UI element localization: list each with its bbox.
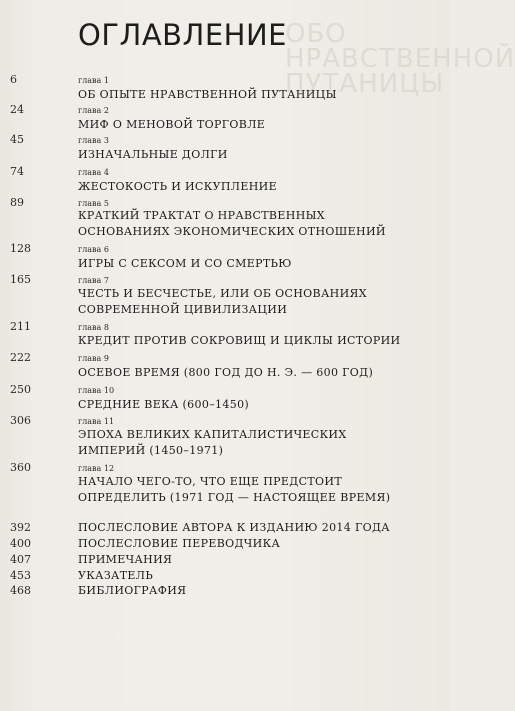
page-title: ОГЛАВЛЕНИЕ [78, 18, 288, 52]
toc-page-number: 89 [10, 196, 24, 209]
toc-page-number: 468 [10, 584, 31, 597]
toc-section-title: УКАЗАТЕЛЬ [78, 569, 154, 582]
toc-page-number: 165 [10, 273, 31, 286]
toc-chapter-label: глава 12 [78, 464, 115, 473]
toc-section-title: ПРИМЕЧАНИЯ [78, 553, 173, 566]
toc-chapter-label: глава 1 [78, 76, 109, 85]
toc-page-number: 306 [10, 414, 31, 427]
toc-page-number: 24 [10, 103, 24, 116]
toc-chapter-title: ОСЕВОЕ ВРЕМЯ (800 ГОД ДО Н. Э. — 600 ГОД) [78, 366, 374, 379]
toc-chapter-title: ЖЕСТОКОСТЬ И ИСКУПЛЕНИЕ [78, 180, 277, 193]
toc-page-number: 360 [10, 461, 31, 474]
toc-chapter-label: глава 9 [78, 354, 109, 363]
toc-chapter-label: глава 10 [78, 386, 115, 395]
toc-chapter-title: ОБ ОПЫТЕ НРАВСТВЕННОЙ ПУТАНИЦЫ [78, 88, 337, 101]
toc-section-title: ПОСЛЕСЛОВИЕ АВТОРА К ИЗДАНИЮ 2014 ГОДА [78, 521, 390, 534]
toc-chapter-title: СРЕДНИЕ ВЕКА (600–1450) [78, 398, 250, 411]
toc-page-number: 45 [10, 133, 24, 146]
toc-page-number: 400 [10, 537, 31, 550]
toc-chapter-label: глава 3 [78, 136, 109, 145]
toc-page-number: 6 [10, 73, 17, 86]
toc-chapter-title: КРАТКИЙ ТРАКТАТ О НРАВСТВЕННЫХ ОСНОВАНИЯХ ЭКОНОМИЧЕСКИХ ОТНОШЕНИЙ [78, 209, 386, 238]
toc-section-title: ПОСЛЕСЛОВИЕ ПЕРЕВОДЧИКА [78, 537, 281, 550]
toc-chapter-title: ИЗНАЧАЛЬНЫЕ ДОЛГИ [78, 148, 228, 161]
toc-chapter-title: МИФ О МЕНОВОЙ ТОРГОВЛЕ [78, 118, 266, 131]
toc-chapter-title: НАЧАЛО ЧЕГО-ТО, ЧТО ЕЩЕ ПРЕДСТОИТ ОПРЕДЕЛИТЬ (1971 ГОД — НАСТОЯЩЕЕ ВРЕМЯ) [78, 475, 391, 504]
toc-chapter-label: глава 2 [78, 106, 109, 115]
toc-page-number: 250 [10, 383, 31, 396]
toc-page-number: 453 [10, 569, 31, 582]
toc-chapter-label: глава 5 [78, 199, 109, 208]
show-through-text: ОБО НРАВСТВЕННОЙ ПУТАНИЦЫ [285, 19, 515, 99]
toc-page-number: 74 [10, 165, 24, 178]
toc-chapter-title: ЭПОХА ВЕЛИКИХ КАПИТАЛИСТИЧЕСКИХ ИМПЕРИЙ (1450–1971) [78, 428, 347, 457]
toc-chapter-label: глава 8 [78, 323, 109, 332]
toc-chapter-label: глава 7 [78, 276, 109, 285]
toc-chapter-title: ЧЕСТЬ И БЕСЧЕСТЬЕ, ИЛИ ОБ ОСНОВАНИЯХ СОВРЕМЕННОЙ ЦИВИЛИЗАЦИИ [78, 287, 367, 316]
toc-section-title: БИБЛИОГРАФИЯ [78, 584, 187, 597]
toc-chapter-label: глава 11 [78, 417, 115, 426]
toc-page-number: 128 [10, 242, 31, 255]
toc-page-number: 392 [10, 521, 31, 534]
toc-chapter-title: КРЕДИТ ПРОТИВ СОКРОВИЩ И ЦИКЛЫ ИСТОРИИ [78, 334, 401, 347]
toc-chapter-label: глава 6 [78, 245, 109, 254]
toc-page-number: 211 [10, 320, 31, 333]
toc-page-number: 407 [10, 553, 31, 566]
toc-chapter-title: ИГРЫ С СЕКСОМ И СО СМЕРТЬЮ [78, 257, 292, 270]
toc-page-number: 222 [10, 351, 31, 364]
toc-chapter-label: глава 4 [78, 168, 109, 177]
